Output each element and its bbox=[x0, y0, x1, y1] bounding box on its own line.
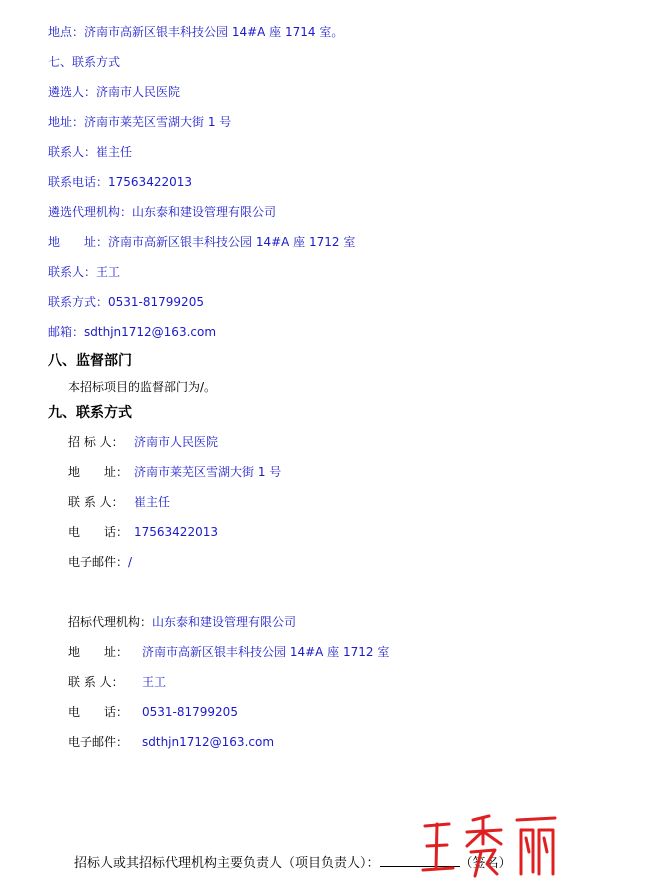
agency-method-label: 联系方式： bbox=[48, 295, 109, 309]
agency9-phone-row bbox=[68, 704, 238, 720]
tenderer-address-row bbox=[68, 464, 281, 480]
section8-title: 八、监督部门 bbox=[48, 353, 132, 369]
agency9-contact-label: 联 系 人： bbox=[68, 675, 124, 689]
phone-row bbox=[48, 174, 192, 190]
agency9-contact-row bbox=[68, 674, 166, 690]
agency-label: 遴选代理机构： bbox=[48, 205, 133, 219]
agency-method-value: 0531-81799205 bbox=[108, 295, 204, 309]
address-row bbox=[48, 114, 231, 130]
agency-row bbox=[48, 204, 276, 220]
tenderer-contact-label: 联 系 人： bbox=[68, 495, 124, 509]
agency-address-row bbox=[48, 234, 355, 250]
agency9-address-row bbox=[68, 644, 389, 660]
signature-strokes bbox=[423, 816, 555, 876]
agency-contact-label: 联系人： bbox=[48, 265, 97, 279]
tenderer-email-row bbox=[68, 554, 132, 570]
agency-contact-value: 王工 bbox=[96, 265, 121, 279]
email-label: 邮箱： bbox=[48, 325, 85, 339]
agency9-address-label: 地 址： bbox=[68, 645, 129, 659]
tenderer-phone-label: 电 话： bbox=[68, 525, 129, 539]
agency9-value: 山东泰和建设管理有限公司 bbox=[152, 615, 297, 629]
tenderer-value: 济南市人民医院 bbox=[134, 435, 219, 449]
location-line: 地点：济南市高新区银丰科技公园 14#A 座 1714 室。 bbox=[48, 25, 344, 39]
agency9-phone-label: 电 话： bbox=[68, 705, 129, 719]
phone-label: 联系电话： bbox=[48, 175, 109, 189]
signature-suffix: （签名） bbox=[459, 856, 512, 871]
contact-label: 联系人： bbox=[48, 145, 97, 159]
section9-title: 九、联系方式 bbox=[48, 405, 132, 421]
tenderer-contact-value: 崔主任 bbox=[134, 495, 171, 509]
agency9-contact-value: 王工 bbox=[142, 675, 167, 689]
contact-value: 崔主任 bbox=[96, 145, 133, 159]
tenderer-row bbox=[68, 434, 218, 450]
supervision-text: 本招标项目的监督部门为/。 bbox=[68, 380, 217, 394]
buyer-value: 济南市人民医院 bbox=[96, 85, 181, 99]
agency9-email-label: 电子邮件： bbox=[68, 735, 129, 749]
tenderer-contact-row bbox=[68, 494, 170, 510]
agency-value: 山东泰和建设管理有限公司 bbox=[132, 205, 277, 219]
signature-prefix: 招标人或其招标代理机构主要负责人（项目负责人）： bbox=[74, 856, 380, 871]
tenderer-address-label: 地 址： bbox=[68, 465, 129, 479]
tenderer-email-value: / bbox=[128, 555, 133, 569]
tenderer-phone-row bbox=[68, 524, 218, 540]
address-value: 济南市莱芜区雪湖大街 1 号 bbox=[84, 115, 232, 129]
tenderer-email-label: 电子邮件： bbox=[68, 555, 129, 569]
agency9-phone-value: 0531-81799205 bbox=[142, 705, 238, 719]
phone-value: 17563422013 bbox=[108, 175, 192, 189]
agency9-row bbox=[68, 614, 296, 630]
agency-contact-row bbox=[48, 264, 120, 280]
agency-method-row bbox=[48, 294, 204, 310]
tenderer-address-value: 济南市莱芜区雪湖大街 1 号 bbox=[134, 465, 282, 479]
buyer-row bbox=[48, 84, 180, 100]
agency9-label: 招标代理机构： bbox=[68, 615, 153, 629]
buyer-label: 遴选人： bbox=[48, 85, 97, 99]
agency-address-value: 济南市高新区银丰科技公园 14#A 座 1712 室 bbox=[108, 235, 356, 249]
address-label: 地址： bbox=[48, 115, 85, 129]
agency9-address-value: 济南市高新区银丰科技公园 14#A 座 1712 室 bbox=[142, 645, 390, 659]
agency9-email-value[interactable]: sdthjn1712@163.com bbox=[142, 735, 275, 749]
tenderer-phone-value: 17563422013 bbox=[134, 525, 218, 539]
contact-row bbox=[48, 144, 132, 160]
agency9-email-row bbox=[68, 734, 274, 750]
email-row bbox=[48, 324, 216, 340]
section7-title: 七、联系方式 bbox=[48, 55, 121, 69]
email-value[interactable]: sdthjn1712@163.com bbox=[84, 325, 217, 339]
agency-address-label: 地 址： bbox=[48, 235, 109, 249]
handwritten-signature bbox=[415, 812, 565, 882]
tenderer-label: 招 标 人： bbox=[68, 435, 124, 449]
